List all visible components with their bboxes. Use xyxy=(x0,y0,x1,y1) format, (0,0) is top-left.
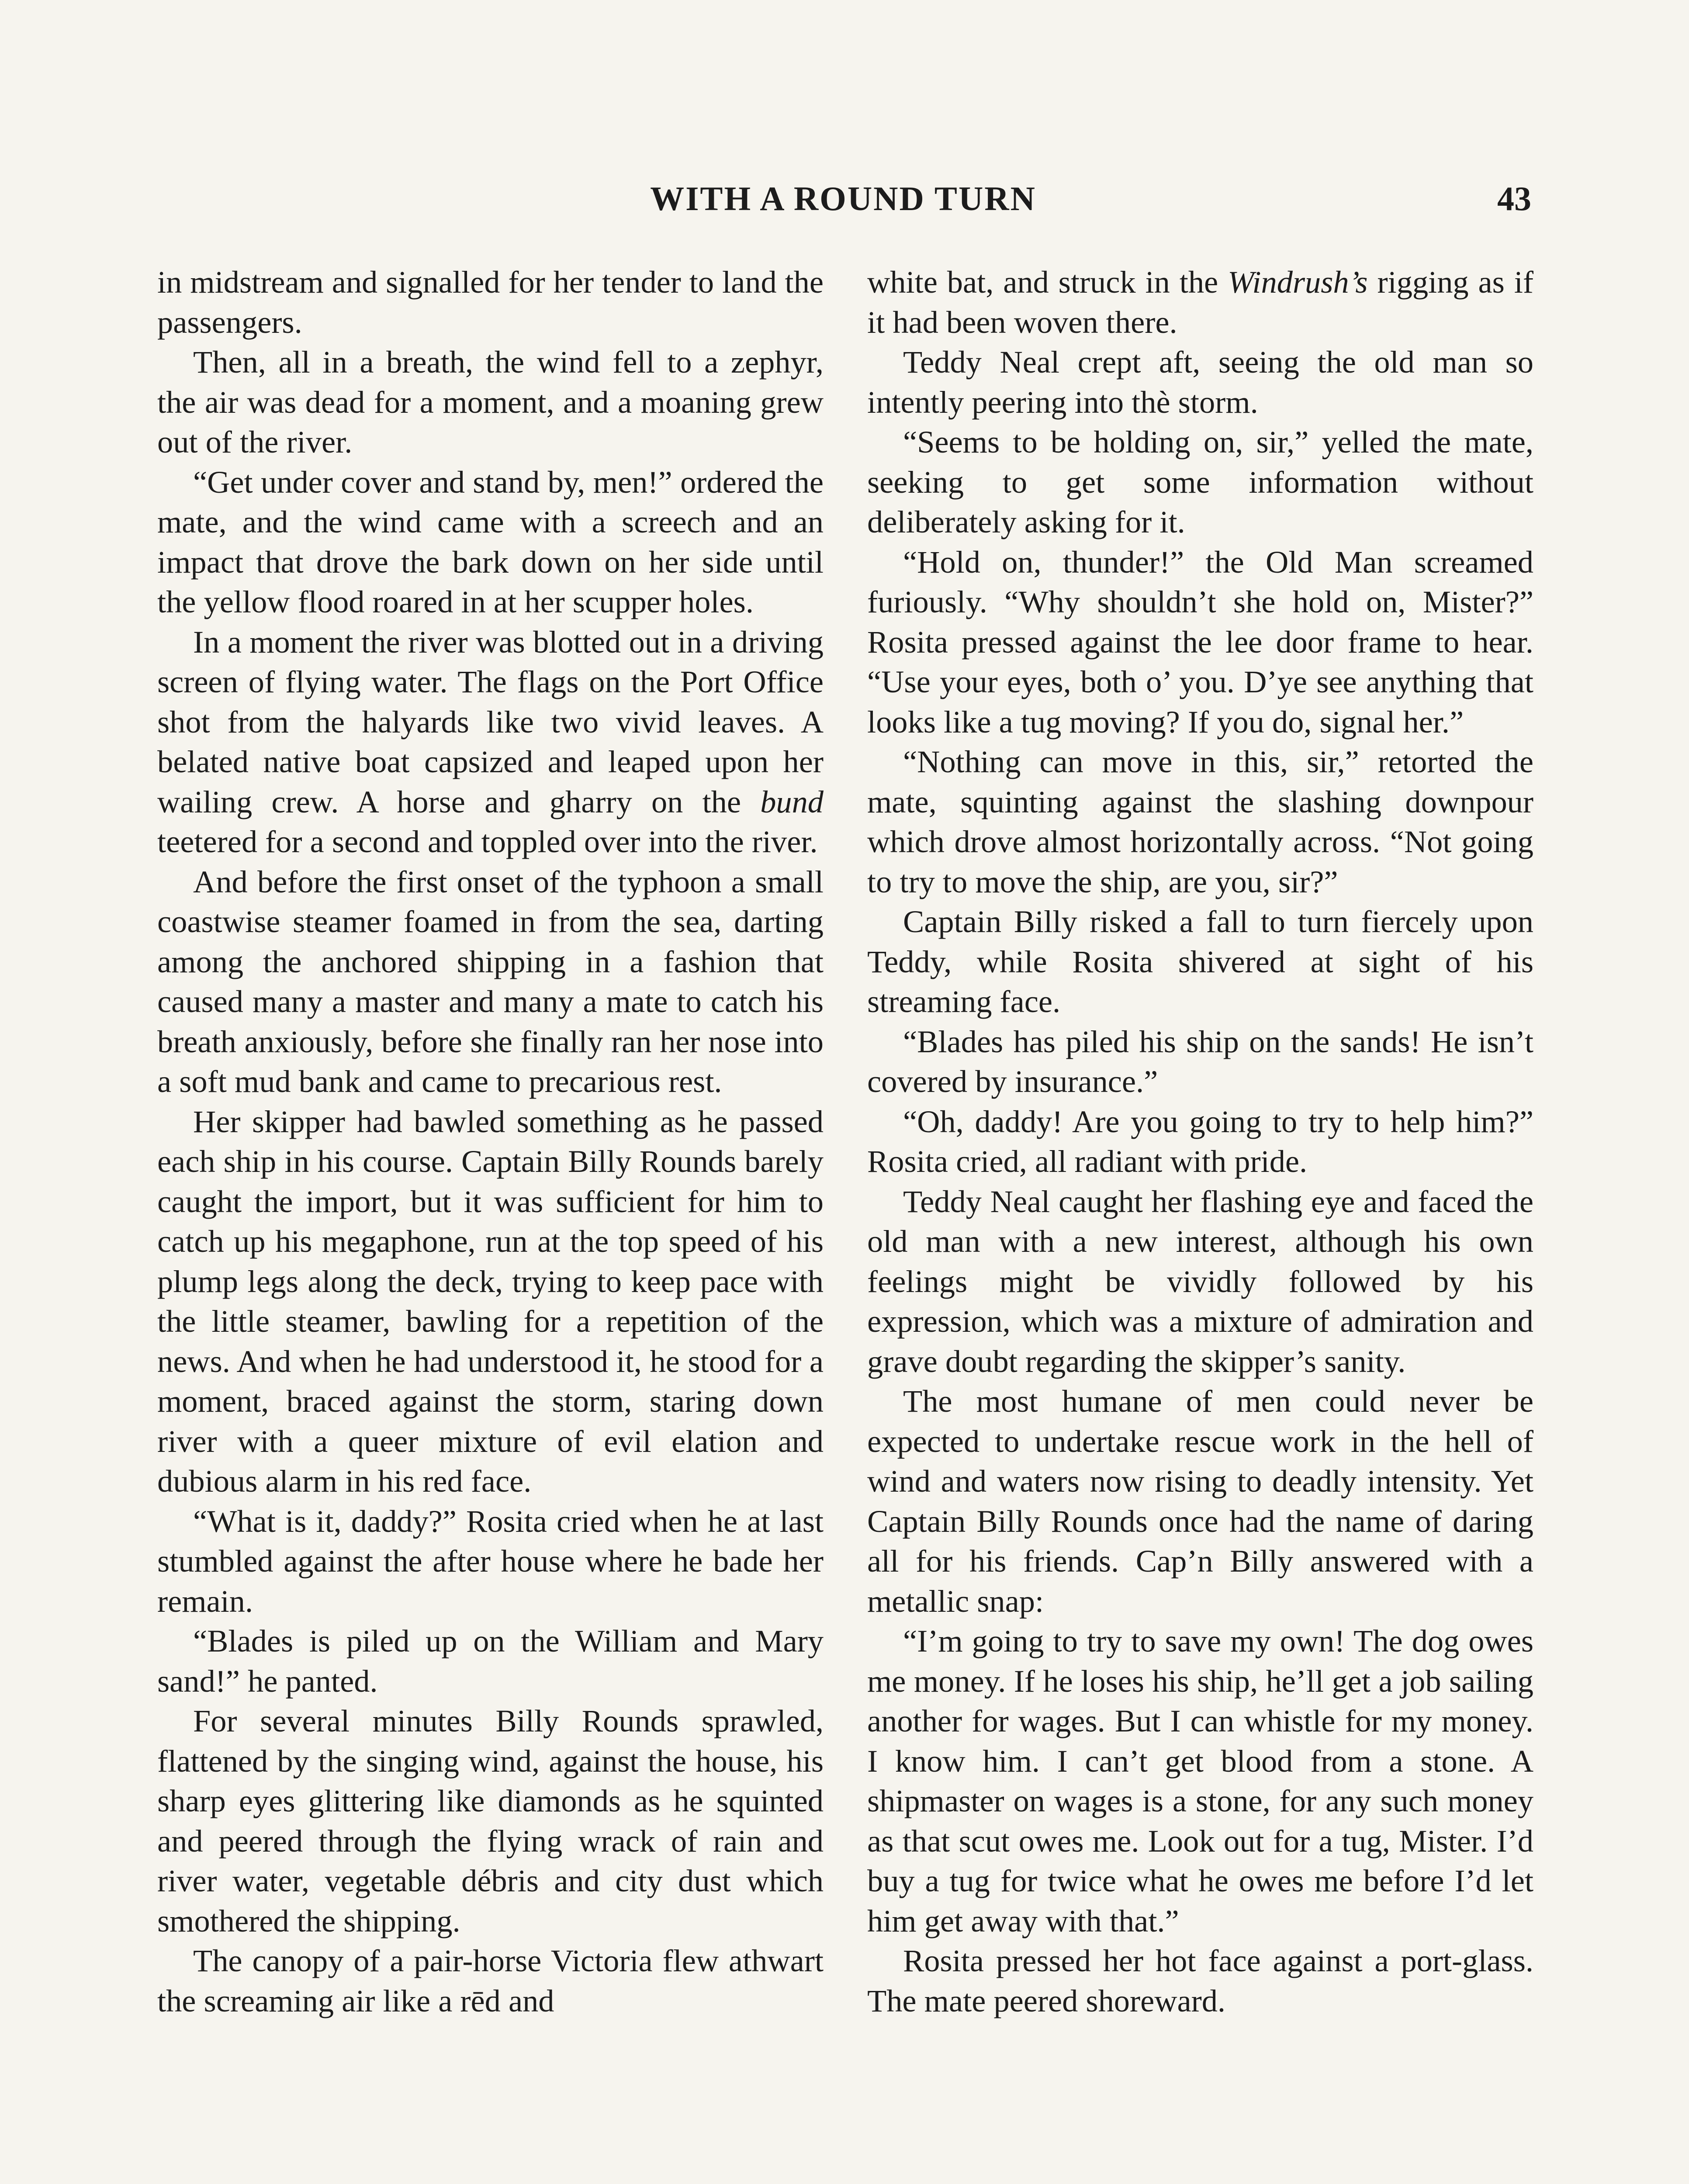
paragraph: Rosita pressed her hot face against a port-glass. The mate peered shoreward. xyxy=(867,1943,1533,2018)
paragraph: “Hold on, thunder!” the Old Man screamed furiously. “Why shouldn’t she hold on, Mister?” Rosita pressed against the lee door frame to hear. “Use your eyes, both o’ you. D’ye see anything that looks like a tug moving? If you do, signal her.” xyxy=(867,544,1533,740)
paragraph: And before the first onset of the typhoon a small coastwise steamer foamed in from the sea, darting among the anchored shipping in a fashion that caused many a master and many a mate to catch his breath anxiously, before she finally ran her nose into a soft mud bank and came to precarious rest. xyxy=(157,864,824,1099)
paragraph: “What is it, daddy?” Rosita cried when he at last stumbled against the after house where he bade her remain. xyxy=(157,1503,824,1619)
paragraph: For several minutes Billy Rounds sprawled, flattened by the singing wind, against the house, his sharp eyes glittering like diamonds as he squinted and peered through the flying wrack of rain and river water, vegetable débris and city dust which smothered the shipping. xyxy=(157,1703,824,1939)
paragraph: “Nothing can move in this, sir,” retorted the mate, squinting against the slashing downpour which drove almost horizontally across. “Not going to try to move the ship, are you, sir?” xyxy=(867,744,1533,899)
paragraph: “Oh, daddy! Are you going to try to help him?” Rosita cried, all radiant with pride. xyxy=(867,1103,1533,1179)
paragraph: Teddy Neal caught her flashing eye and faced the old man with a new interest, although his own feelings might be vividly followed by his expression, which was a mixture of admiration and grave doubt regarding the skipper’s sanity. xyxy=(867,1183,1533,1379)
paragraph: Captain Billy risked a fall to turn fiercely upon Teddy, while Rosita shivered at sight of his streaming face. xyxy=(867,904,1533,1019)
italic-word: bund xyxy=(760,784,824,819)
paragraph: “I’m going to try to save my own! The dog owes me money. If he loses his ship, he’ll get a job sailing another for wages. But I can whistle for my money. I know him. I can’t get blood from a stone. A shipmaster on wages is a stone, for any such money as that scut owes me. Look out for a tug, Mister. I’d buy a tug for twice what he owes me before I’d let him get away with that.” xyxy=(867,1623,1533,1939)
paragraph: In a moment the river was blotted out in a driving screen of flying water. The flags on the Port Office shot from the halyards like two vivid leaves. A belated native boat capsized and leaped upon her wailing crew. A horse and gharry on the bund teetered for a second and toppled over into the river. xyxy=(157,624,824,859)
running-title: WITH A ROUND TURN xyxy=(650,180,1036,218)
italic-word: Windrush’s xyxy=(1228,264,1368,300)
paragraph: “Blades has piled his ship on the sands! He isn’t covered by insurance.” xyxy=(867,1023,1533,1099)
paragraph: “Get under cover and stand by, men!” ordered the mate, and the wind came with a screech and an impact that drove the bark down on her side until the yellow flood roared in at her scupper holes. xyxy=(157,464,824,619)
page-number: 43 xyxy=(1497,180,1531,218)
paragraph: white bat, and struck in the Windrush’s rigging as if it had been woven there. xyxy=(867,264,1533,340)
paragraph: The most humane of men could never be expected to undertake rescue work in the hell of wind and waters now rising to deadly intensity. Yet Captain Billy Rounds once had the name of daring all for his friends. Cap’n Billy answered with a metallic snap: xyxy=(867,1383,1533,1619)
paragraph: Teddy Neal crept aft, seeing the old man so intently peering into thè storm. xyxy=(867,344,1533,420)
text-column-left xyxy=(157,262,824,2021)
paragraph: The canopy of a pair-horse Victoria flew athwart the screaming air like a rēd and xyxy=(157,1943,824,2018)
paragraph: “Seems to be holding on, sir,” yelled the mate, seeking to get some information without deliberately asking for it. xyxy=(867,424,1533,539)
paragraph: “Blades is piled up on the William and Mary sand!” he panted. xyxy=(157,1623,824,1699)
page-header xyxy=(155,179,1531,227)
paragraph: Her skipper had bawled something as he passed each ship in his course. Captain Billy Rounds barely caught the import, but it was sufficient for him to catch up his megaphone, run at the top speed of his plump legs along the deck, trying to keep pace with the little steamer, bawling for a repetition of the news. And when he had understood it, he stood for a moment, braced against the storm, staring down river with a queer mixture of evil elation and dubious alarm in his red face. xyxy=(157,1103,824,1499)
paragraph: in midstream and signalled for her tender to land the passengers. xyxy=(157,264,824,340)
text-column-right xyxy=(867,262,1533,2021)
paragraph: Then, all in a breath, the wind fell to a zephyr, the air was dead for a moment, and a moaning grew out of the river. xyxy=(157,344,824,460)
